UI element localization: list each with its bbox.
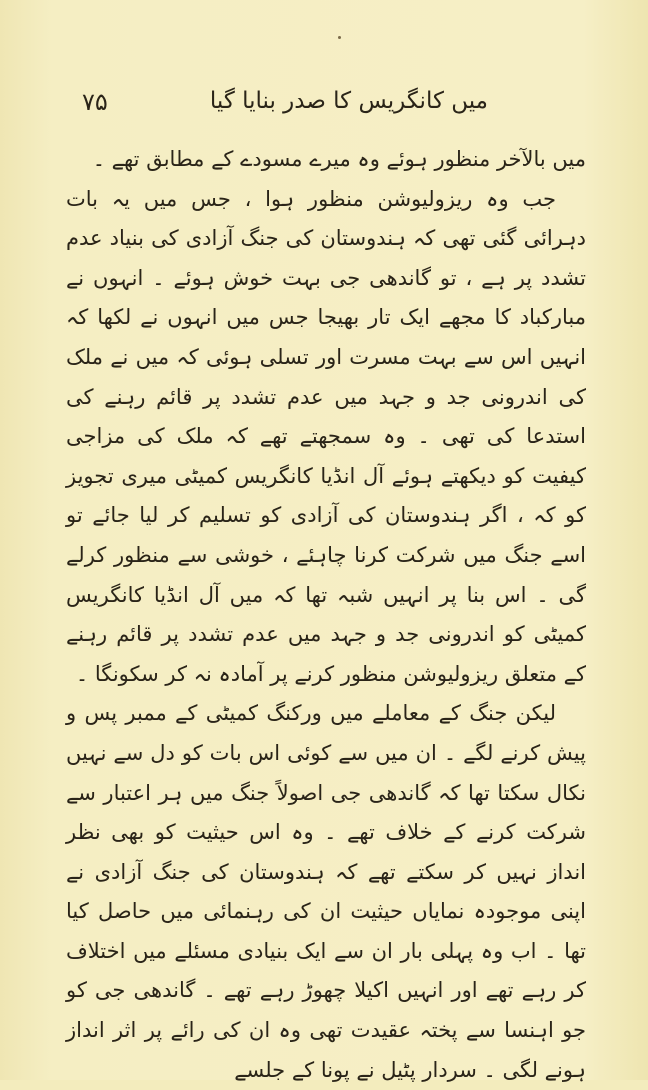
paragraph-2: جب وہ ریزولیوشن منظور ہوا ، جس میں یہ بات دہرائی گئی تھی کہ ہندوستان کی جنگ آزادی کی بنیاد عدم تشدد پر ہے ، تو گاندھی جی بہت خوش ہوئے ۔ انہوں نے مبارکباد کا مجھے ایک تار بھیجا جس میں انہوں نے لکھا کہ انہیں اس سے بہت مسرت اور تسلی ہوئی کہ میں نے ملک کی اندرونی جد و جہد میں عدم تشدد پر قائم رہنے کی استدعا کی تھی ۔ وہ سمجھتے تھے کہ ملک کی مزاجی کیفیت کو دیکھتے ہوئے آل انڈیا کانگریس کمیٹی میری تجویز کو کہ ، اگر ہندوستان کی آزادی کو تسلیم کر لیا جائے تو اسے جنگ میں شرکت کرنا چاہئے ، خوشی سے منظور کرلے گی ۔ اس بنا پر انہیں شبہ تھا کہ میں آل انڈیا کانگریس کمیٹی کو اندرونی جد و جہد میں عدم تشدد پر قائم رہنے کے متعلق ریزولیوشن منظور کرنے پر آمادہ نہ کر سکونگا ۔ [66,186,586,686]
paragraph-3: لیکن جنگ کے معاملے میں ورکنگ کمیٹی کے ممبر پس و پیش کرنے لگے ۔ ان میں سے کوئی اس بات کو دل سے نہیں نکال سکتا تھا کہ گاندھی جی اصولاً جنگ میں ہر اعتبار سے شرکت کرنے کے خلاف تھے ۔ وہ اس حیثیت کو بھی نظر انداز نہیں کر سکتے تھے کہ ہندوستان کی جنگ آزادی نے اپنی موجودہ نمایاں حیثیت ان کی رہنمائی میں حاصل کیا تھا ۔ اب وہ پہلی بار ان سے ایک بنیادی مسئلے میں اختلاف کر رہے تھے اور انہیں اکیلا چھوڑ رہے تھے ۔ گاندھی جی کو جو اہنسا سے پختہ عقیدت تھی وہ ان کی رائے پر اثر انداز ہونے لگی ۔ سردار پٹیل نے پونا کے جلسے [66,701,586,1082]
paragraph-1: میں بالآخر منظور ہوئے وہ میرے مسودے کے مطابق تھے ۔ [92,147,586,171]
ink-speck [338,36,341,39]
body-text [66,140,586,1090]
page-number: ۷۵ [82,88,108,116]
running-title: میں کانگریس کا صدر بنایا گیا [209,88,488,114]
